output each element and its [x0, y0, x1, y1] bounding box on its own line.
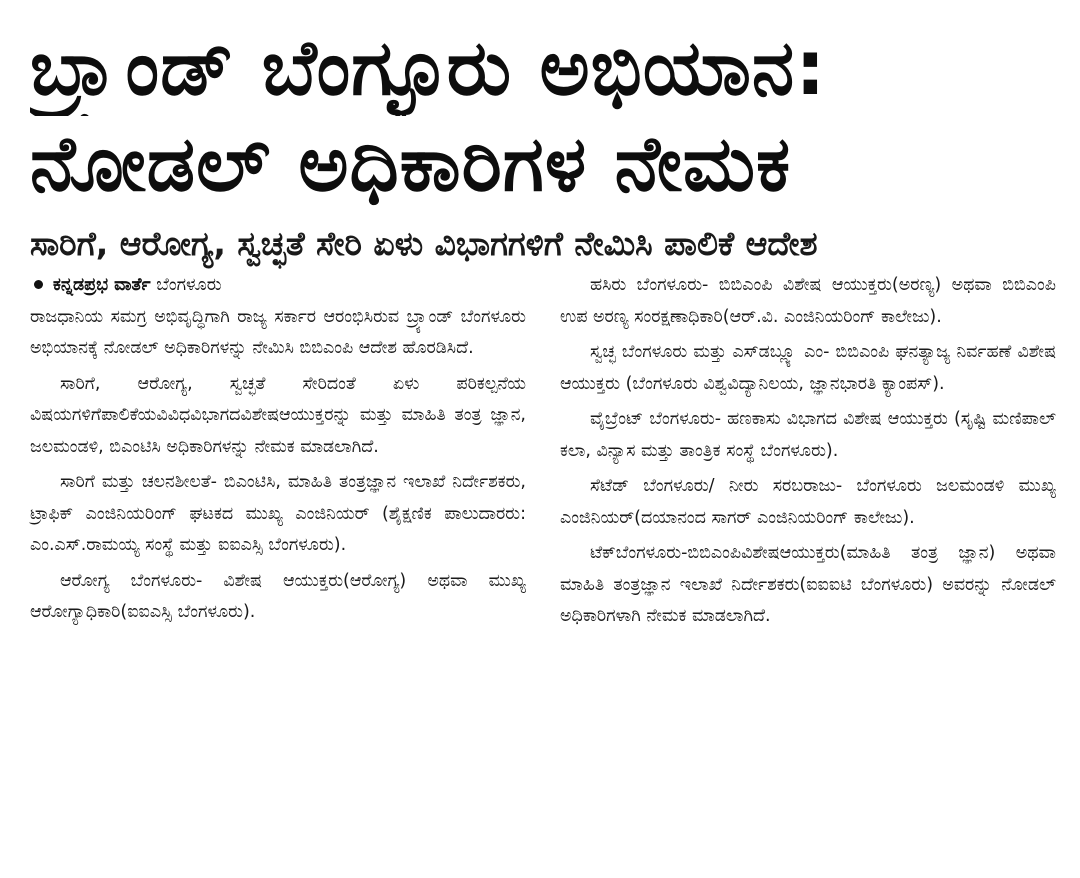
byline-source: ಕನ್ನಡಪ್ರಭ ವಾರ್ತೆ: [53, 275, 151, 295]
column-left: [30, 270, 526, 637]
paragraph: ಸಾರಿಗೆ ಮತ್ತು ಚಲನಶೀಲತೆ- ಬಿಎಂಟಿಸಿ, ಮಾಹಿತಿ ತಂತ್ರಜ್ಞಾನ ಇಲಾಖೆ ನಿರ್ದೇಶಕರು, ಟ್ರಾಫಿಕ್ ಎಂಜಿನಿಯರಿಂಗ್ ಘಟಕದ ಮುಖ್ಯ ಎಂಜಿನಿಯರ್ (ಶೈಕ್ಷಣಿಕ ಪಾಲುದಾರರು: ಎಂ.ಎಸ್.ರಾಮಯ್ಯ ಸಂಸ್ಥೆ ಮತ್ತು ಐಐಎಸ್ಸಿ ಬೆಂಗಳೂರು).: [30, 472, 526, 555]
column-right: [560, 270, 1056, 637]
byline: [30, 270, 526, 302]
paragraph: ಹಸಿರು ಬೆಂಗಳೂರು- ಬಿಬಿಎಂಪಿ ವಿಶೇಷ ಆಯುಕ್ತರು(ಅರಣ್ಯ) ಅಥವಾ ಬಿಬಿಎಂಪಿ ಉಪ ಅರಣ್ಯ ಸಂರಕ್ಷಣಾಧಿಕಾರಿ(ಆರ್.ವಿ. ಎಂಜಿನಿಯರಿಂಗ್ ಕಾಲೇಜು).: [560, 275, 1056, 327]
paragraph: ಟೆಕ್‌ಬೆಂಗಳೂರು-ಬಿಬಿಎಂಪಿವಿಶೇಷಆಯುಕ್ತರು(ಮಾಹಿತಿ ತಂತ್ರ ಜ್ಞಾನ) ಅಥವಾ ಮಾಹಿತಿ ತಂತ್ರಜ್ಞಾನ ಇಲಾಖೆ ನಿರ್ದೇಶಕರು(ಐಐಐಟಿ ಬೆಂಗಳೂರು) ಅವರನ್ನು ನೋಡಲ್ ಅಧಿಕಾರಿಗಳಾಗಿ ನೇಮಕ ಮಾಡಲಾಗಿದೆ.: [560, 543, 1056, 626]
paragraph: ಸೆಟೆಡ್ ಬೆಂಗಳೂರು/ ನೀರು ಸರಬರಾಜು- ಬೆಂಗಳೂರು ಜಲಮಂಡಳಿ ಮುಖ್ಯ ಎಂಜಿನಿಯರ್(ದಯಾನಂದ ಸಾಗರ್ ಎಂಜಿನಿಯರಿಂಗ್ ಕಾಲೇಜು).: [560, 476, 1056, 528]
paragraph: ಸ್ವಚ್ಛ ಬೆಂಗಳೂರು ಮತ್ತು ಎಸ್‌ಡಬ್ಲ್ಯೂ ಎಂ- ಬಿಬಿಎಂಪಿ ಘನತ್ಯಾಜ್ಯ ನಿರ್ವಹಣೆ ವಿಶೇಷ ಆಯುಕ್ತರು (ಬೆಂಗಳೂರು ವಿಶ್ವವಿದ್ಯಾನಿಲಯ, ಜ್ಞಾನಭಾರತಿ ಕ್ಯಾಂಪಸ್).: [560, 342, 1056, 394]
bullet-icon: [34, 280, 43, 289]
paragraph: ರಾಜಧಾನಿಯ ಸಮಗ್ರ ಅಭಿವೃದ್ಧಿಗಾಗಿ ರಾಜ್ಯ ಸರ್ಕಾರ ಆರಂಭಿಸಿರುವ ಬ್ರ್ಯಾಂಡ್ ಬೆಂಗಳೂರು ಅಭಿಯಾನಕ್ಕೆ ನೋಡಲ್ ಅಧಿಕಾರಿಗಳನ್ನು ನೇಮಿಸಿ ಬಿಬಿಎಂಪಿ ಆದೇಶ ಹೊರಡಿಸಿದೆ.: [30, 306, 526, 358]
paragraph: ವೈಬ್ರೆಂಟ್ ಬೆಂಗಳೂರು- ಹಣಕಾಸು ವಿಭಾಗದ ವಿಶೇಷ ಆಯುಕ್ತರು (ಸೃಷ್ಟಿ ಮಣಿಪಾಲ್ ಕಲಾ, ವಿನ್ಯಾಸ ಮತ್ತು ತಾಂತ್ರಿಕ ಸಂಸ್ಥೆ ಬೆಂಗಳೂರು).: [560, 409, 1056, 461]
byline-location: ಬೆಂಗಳೂರು: [156, 275, 222, 295]
paragraph: ಸಾರಿಗೆ, ಆರೋಗ್ಯ, ಸ್ವಚ್ಛತೆ ಸೇರಿದಂತೆ ಏಳು ಪರಿಕಲ್ಪನೆಯ ವಿಷಯಗಳಿಗೆಪಾಲಿಕೆಯವಿವಿಧವಿಭಾಗದವಿಶೇಷಆಯುಕ್ತರನ್ನು ಮತ್ತು ಮಾಹಿತಿ ತಂತ್ರ ಜ್ಞಾನ, ಜಲಮಂಡಳಿ, ಬಿಎಂಟಿಸಿ ಅಧಿಕಾರಿಗಳನ್ನು ನೇಮಕ ಮಾಡಲಾಗಿದೆ.: [30, 373, 526, 457]
subheadline: ಸಾರಿಗೆ, ಆರೋಗ್ಯ, ಸ್ವಚ್ಛತೆ ಸೇರಿ ಏಳು ವಿಭಾಗಗಳಿಗೆ ನೇಮಿಸಿ ಪಾಲಿಕೆ ಆದೇಶ: [30, 224, 818, 263]
paragraph: ಆರೋಗ್ಯ ಬೆಂಗಳೂರು- ವಿಶೇಷ ಆಯುಕ್ತರು(ಆರೋಗ್ಯ) ಅಥವಾ ಮುಖ್ಯ ಆರೋಗ್ಯಾಧಿಕಾರಿ(ಐಐಎಸ್ಸಿ ಬೆಂಗಳೂರು).: [30, 570, 526, 622]
headline-line-1: ಬ್ರ್ಯಾಂಡ್ ಬೆಂಗ್ಳೂರು ಅಭಿಯಾನ:: [30, 23, 827, 112]
article-body: [30, 270, 1056, 637]
headline-line-2: ನೋಡಲ್ ಅಧಿಕಾರಿಗಳ ನೇಮಕ: [30, 119, 792, 208]
